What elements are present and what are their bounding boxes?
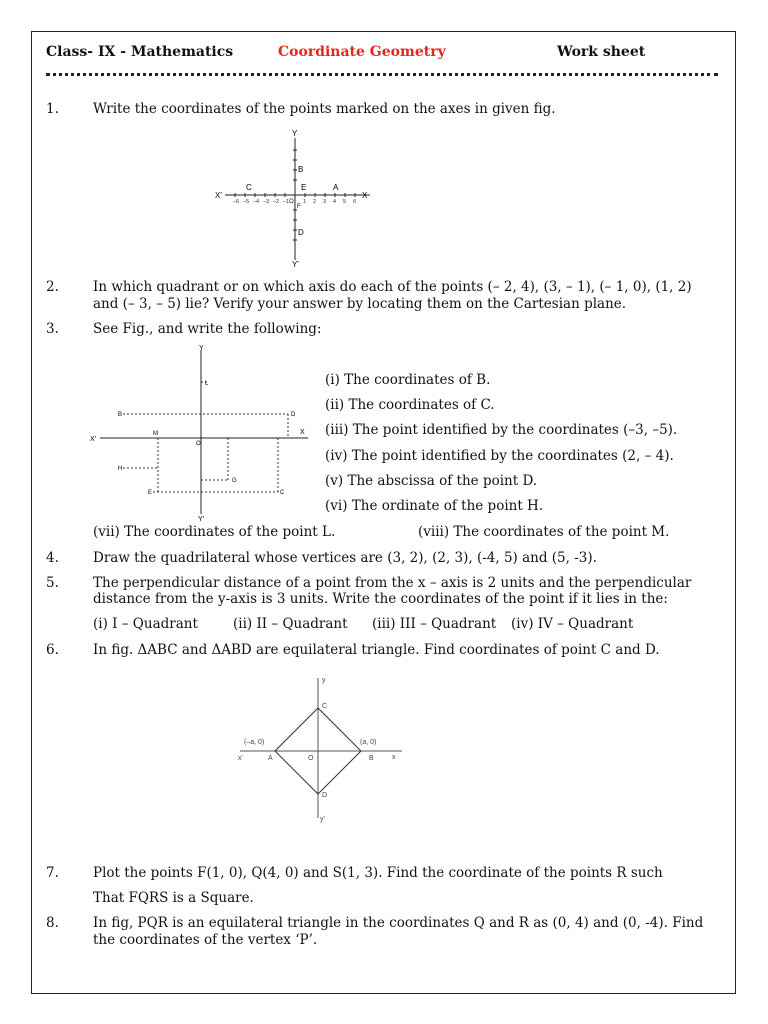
x-prime-label: X' <box>90 436 97 443</box>
question-5-line1: The perpendicular distance of a point from the x – axis is 2 units and the perpendicular <box>93 575 692 591</box>
worksheet-title: Work sheet <box>557 44 646 60</box>
point-g-label: G <box>232 478 237 484</box>
question-8-line1: In fig, PQR is an equilateral triangle in the coordinates Q and R as (0, 4) and (0, -4). Find <box>93 915 704 931</box>
question-number: 4. <box>46 550 59 566</box>
question-number: 1. <box>46 101 59 117</box>
y-prime-label: Y' <box>198 516 205 522</box>
figure-points-grid <box>88 342 313 522</box>
x-prime-label: X' <box>215 191 222 200</box>
tick-label: –2 <box>273 199 280 205</box>
origin-label: O <box>308 755 314 762</box>
question-3-text: See Fig., and write the following: <box>93 321 322 337</box>
point-d-label: D <box>298 228 304 237</box>
question-2-line2: and (– 3, – 5) lie? Verify your answer by locating them on the Cartesian plane. <box>93 296 627 312</box>
tick-label: 4 <box>333 199 337 205</box>
q3-item: (vii) The coordinates of the point L. <box>93 524 336 540</box>
point-b-coord: (a, 0) <box>360 739 377 746</box>
point-a-label: A <box>268 755 273 762</box>
topic-title: Coordinate Geometry <box>278 44 446 60</box>
tick-label: 6 <box>353 199 357 205</box>
question-number: 8. <box>46 915 59 931</box>
tick-label: 5 <box>343 199 347 205</box>
point-c-label: C <box>246 183 252 192</box>
q3-item: (viii) The coordinates of the point M. <box>418 524 670 540</box>
q5-option: (i) I – Quadrant <box>93 616 198 632</box>
point-m-label: M <box>153 431 158 437</box>
q3-item: (v) The abscissa of the point D. <box>325 473 538 489</box>
question-4-text: Draw the quadrilateral whose vertices are (3, 2), (2, 3), (-4, 5) and (5, -3). <box>93 550 597 566</box>
point-a-coord: (–a, 0) <box>244 739 265 746</box>
question-number: 2. <box>46 279 59 295</box>
origin-label: O <box>289 199 294 205</box>
y-prime-label: Y' <box>292 260 299 268</box>
point-b-label: B <box>298 165 304 174</box>
x-prime-label: x' <box>238 755 243 762</box>
y-prime-label: y' <box>320 816 325 823</box>
question-number: 6. <box>46 642 59 658</box>
question-6-text: In fig. ΔABC and ΔABD are equilateral triangle. Find coordinates of point C and D. <box>93 642 660 658</box>
figure-axes-points <box>205 128 380 268</box>
q5-option: (iii) III – Quadrant <box>372 616 497 632</box>
point-f-label: F <box>297 204 301 210</box>
tick-label: –4 <box>253 199 260 205</box>
point-d-label: D <box>322 792 328 799</box>
y-label: Y <box>292 129 298 138</box>
q5-option: (ii) II – Quadrant <box>233 616 348 632</box>
point-a-label: A <box>333 183 339 192</box>
point-b-label: B <box>118 412 123 418</box>
figure-rhombus <box>232 672 417 832</box>
question-7-line2: That FQRS is a Square. <box>93 890 254 906</box>
question-8-line2: the coordinates of the vertex ‘P’. <box>93 932 318 948</box>
tick-label: –1 <box>283 199 290 205</box>
x-label: X <box>362 191 368 200</box>
tick-label: 2 <box>313 199 317 205</box>
question-5-line2: distance from the y-axis is 3 units. Write the coordinates of the point if it lies in the: <box>93 591 668 607</box>
q3-item: (iii) The point identified by the coordinates (–3, –5). <box>325 422 678 438</box>
point-c-label: C <box>280 490 285 496</box>
point-l-label: L <box>205 381 209 387</box>
question-number: 7. <box>46 865 59 881</box>
q3-item: (iv) The point identified by the coordinates (2, – 4). <box>325 448 674 464</box>
tick-label: –6 <box>233 199 240 205</box>
x-label: x <box>392 754 396 761</box>
question-2-line1: In which quadrant or on which axis do each of the points (– 2, 4), (3, – 1), (– 1, 0), (1, 2) <box>93 279 692 295</box>
question-1-text: Write the coordinates of the points marked on the axes in given fig. <box>93 101 556 117</box>
q3-item: (vi) The ordinate of the point H. <box>325 498 544 514</box>
origin-label: O <box>196 441 201 447</box>
point-c-label: C <box>322 703 328 710</box>
question-number: 5. <box>46 575 59 591</box>
q3-item: (ii) The coordinates of C. <box>325 397 495 413</box>
q5-option: (iv) IV – Quadrant <box>511 616 634 632</box>
y-label: y <box>322 677 326 684</box>
tick-label: 3 <box>323 199 327 205</box>
point-h-label: H <box>118 466 123 472</box>
question-number: 3. <box>46 321 59 337</box>
tick-label: 1 <box>303 199 307 205</box>
point-b-label: B <box>369 755 374 762</box>
class-title: Class- IX - Mathematics <box>46 44 234 60</box>
y-label: Y <box>199 345 204 352</box>
tick-label: –3 <box>263 199 270 205</box>
x-label: X <box>300 429 305 436</box>
point-d-label: D <box>291 412 296 418</box>
tick-label: –5 <box>243 199 250 205</box>
point-e-label: E <box>148 490 153 496</box>
question-7-line1: Plot the points F(1, 0), Q(4, 0) and S(1, 3). Find the coordinate of the points R such <box>93 865 663 881</box>
point-e-label: E <box>301 183 307 192</box>
dotted-separator <box>46 73 718 79</box>
q3-item: (i) The coordinates of B. <box>325 372 491 388</box>
